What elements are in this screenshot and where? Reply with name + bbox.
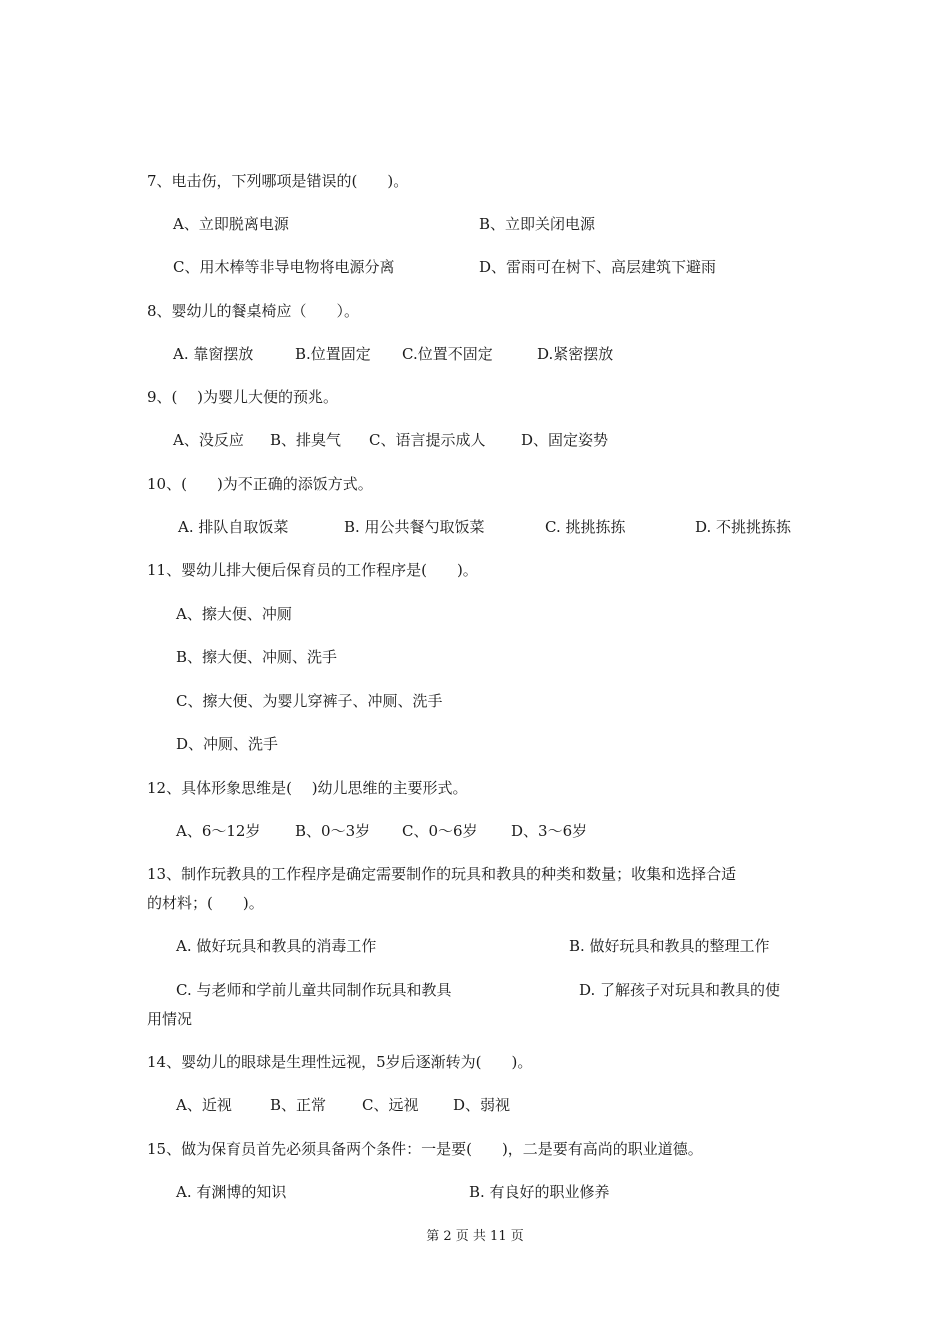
question-10-option-c: C. 挑挑拣拣 <box>545 518 626 536</box>
question-11-option-a: A、擦大便、冲厕 <box>176 605 292 623</box>
question-12-option-b: B、0～3岁 <box>295 822 371 840</box>
question-13-option-b: B. 做好玩具和教具的整理工作 <box>569 937 770 955</box>
question-11-option-d: D、冲厕、洗手 <box>176 735 279 753</box>
question-14-option-c: C、远视 <box>362 1096 419 1114</box>
question-14-stem: 14、婴幼儿的眼球是生理性远视，5岁后逐渐转为( )。 <box>147 1053 533 1071</box>
question-15-option-a: A. 有渊博的知识 <box>176 1183 287 1201</box>
question-12-option-c: C、0～6岁 <box>402 822 478 840</box>
question-8-stem: 8、婴幼儿的餐桌椅应（ ）。 <box>147 302 360 320</box>
question-15-option-b: B. 有良好的职业修养 <box>469 1183 610 1201</box>
question-8-option-b: B.位置固定 <box>295 345 371 363</box>
page-footer: 第 2 页 共 11 页 <box>426 1229 524 1244</box>
question-7-option-c: C、用木棒等非导电物将电源分离 <box>173 258 395 276</box>
question-11-option-b: B、擦大便、冲厕、洗手 <box>176 648 338 666</box>
question-15-stem: 15、做为保育员首先必须具备两个条件：一是要( )，二是要有高尚的职业道德。 <box>147 1140 703 1158</box>
question-13-option-a: A. 做好玩具和教具的消毒工作 <box>176 937 377 955</box>
question-11-stem: 11、婴幼儿排大便后保育员的工作程序是( )。 <box>147 561 478 579</box>
question-13-option-c: C. 与老师和学前儿童共同制作玩具和教具 <box>176 981 452 999</box>
question-13-stem-line2: 的材料；( )。 <box>147 894 264 912</box>
question-7-stem: 7、电击伤，下列哪项是错误的( )。 <box>147 172 409 190</box>
question-9-stem: 9、( )为婴儿大便的预兆。 <box>147 388 339 406</box>
question-7-option-a: A、立即脱离电源 <box>173 215 289 233</box>
question-9-option-b: B、排臭气 <box>270 431 342 449</box>
question-14-option-b: B、正常 <box>270 1096 327 1114</box>
question-14-option-d: D、弱视 <box>453 1096 511 1114</box>
question-13-option-d: D. 了解孩子对玩具和教具的使 <box>579 981 781 999</box>
question-12-stem: 12、具体形象思维是( )幼儿思维的主要形式。 <box>147 779 468 797</box>
question-14-option-a: A、近视 <box>176 1096 232 1114</box>
question-10-option-b: B. 用公共餐勺取饭菜 <box>344 518 485 536</box>
question-7-option-d: D、雷雨可在树下、高层建筑下避雨 <box>479 258 717 276</box>
question-8-option-a: A. 靠窗摆放 <box>173 345 254 363</box>
question-10-option-d: D. 不挑挑拣拣 <box>695 518 792 536</box>
question-12-option-a: A、6～12岁 <box>176 822 261 840</box>
question-10-stem: 10、( )为不正确的添饭方式。 <box>147 475 373 493</box>
question-8-option-c: C.位置不固定 <box>402 345 493 363</box>
question-9-option-c: C、语言提示成人 <box>369 431 486 449</box>
question-9-option-a: A、没反应 <box>173 431 244 449</box>
question-12-option-d: D、3～6岁 <box>511 822 588 840</box>
question-7-option-b: B、立即关闭电源 <box>479 215 596 233</box>
question-8-option-d: D.紧密摆放 <box>537 345 614 363</box>
question-10-option-a: A. 排队自取饭菜 <box>178 518 289 536</box>
question-13-option-d-continued: 用情况 <box>147 1010 193 1028</box>
question-11-option-c: C、擦大便、为婴儿穿裤子、冲厕、洗手 <box>176 692 443 710</box>
question-13-stem-line1: 13、制作玩教具的工作程序是确定需要制作的玩具和教具的种类和数量；收集和选择合适 <box>147 865 737 883</box>
question-9-option-d: D、固定姿势 <box>521 431 609 449</box>
